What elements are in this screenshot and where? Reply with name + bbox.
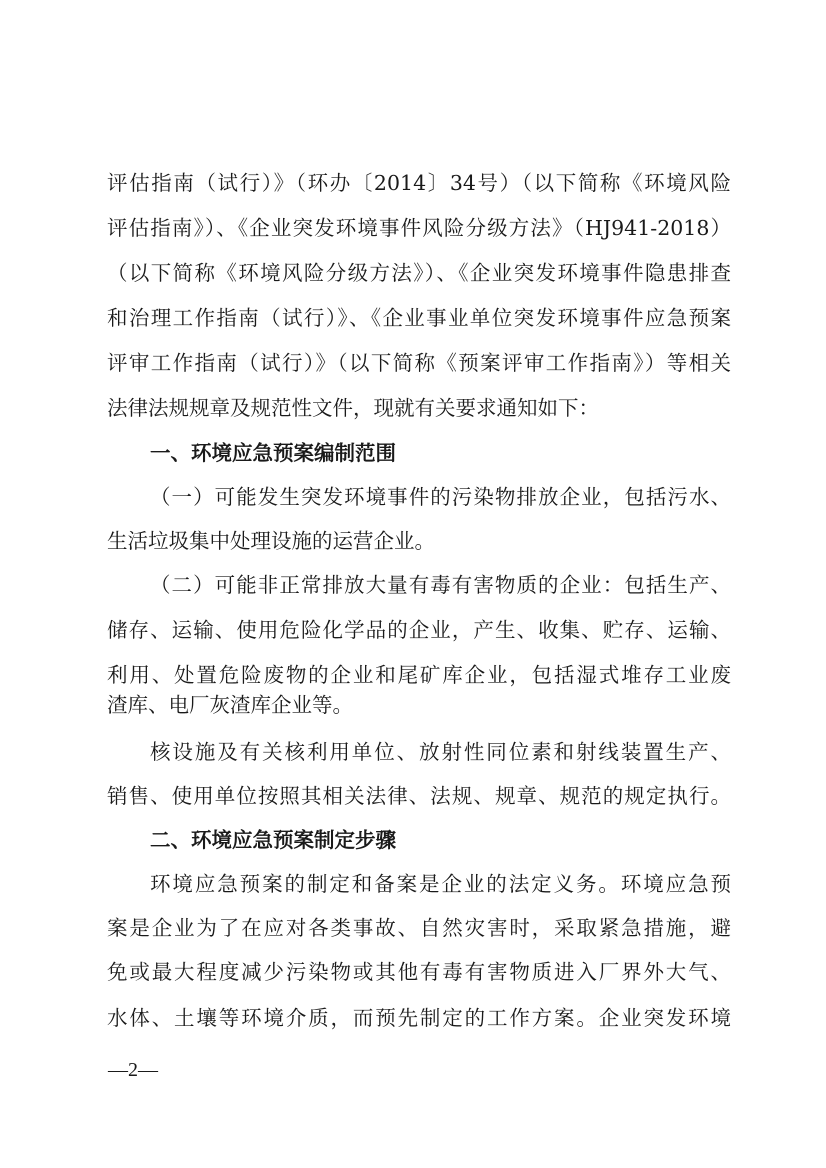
- section-heading-2: 二、环境应急预案制定步骤: [150, 828, 396, 852]
- text-line: （一）可能发生突发环境事件的污染物排放企业，包括污水、: [150, 485, 731, 509]
- text-line: 生活垃圾集中处理设施的运营企业。: [107, 529, 435, 553]
- text-line: 评审工作指南（试行）》（以下简称《预案评审工作指南》）等相关: [107, 351, 731, 375]
- text-line: 案是企业为了在应对各类事故、自然灾害时，采取紧急措施，避: [107, 916, 731, 940]
- text-line: 核设施及有关核利用单位、放射性同位素和射线装置生产、: [150, 740, 731, 764]
- text-line: 储存、运输、使用危险化学品的企业，产生、收集、贮存、运输、: [107, 618, 731, 642]
- page-number: —2—: [108, 1059, 158, 1081]
- text-line: 水体、土壤等环境介质，而预先制定的工作方案。企业突发环境: [107, 1006, 731, 1030]
- text-line: 法律法规规章及规范性文件，现就有关要求通知如下：: [107, 396, 599, 420]
- text-line: 环境应急预案的制定和备案是企业的法定义务。环境应急预: [150, 872, 731, 896]
- text-line: 销售、使用单位按照其相关法律、法规、规章、规范的规定执行。: [107, 784, 731, 808]
- text-line: 渣库、电厂灰渣库企业等。: [107, 693, 353, 717]
- text-line: 和治理工作指南（试行）》、《企业事业单位突发环境事件应急预案: [107, 306, 731, 330]
- text-line: 评估指南》）、《企业突发环境事件风险分级方法》（HJ941-2018）: [107, 216, 731, 240]
- text-line: （以下简称《环境风险分级方法》）、《企业突发环境事件隐患排查: [107, 261, 731, 285]
- section-heading-1: 一、环境应急预案编制范围: [150, 441, 396, 465]
- text-line: 评估指南（试行）》（环办〔2014〕34号）（以下简称《环境风险: [107, 171, 731, 195]
- text-line: （二）可能非正常排放大量有毒有害物质的企业：包括生产、: [150, 573, 731, 597]
- text-line: 利用、处置危险废物的企业和尾矿库企业，包括湿式堆存工业废: [107, 663, 731, 687]
- text-line: 免或最大程度减少污染物或其他有毒有害物质进入厂界外大气、: [107, 960, 731, 984]
